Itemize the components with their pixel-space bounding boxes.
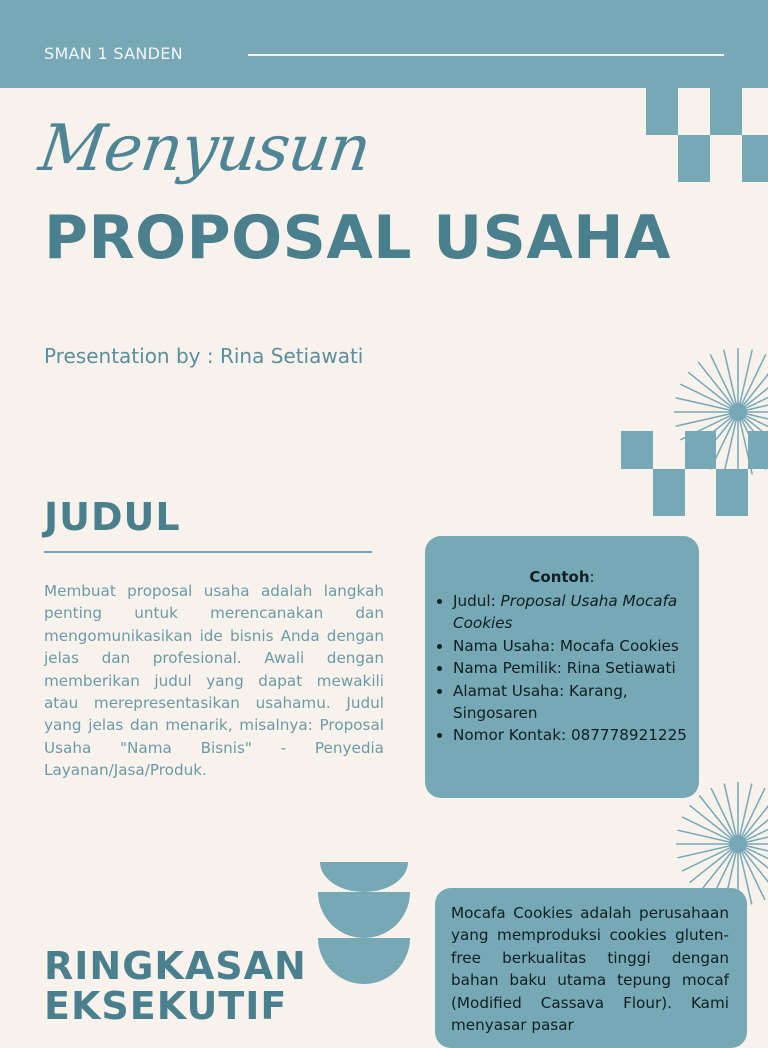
list-item: • Nama Pemilik: Rina Setiawati — [453, 657, 705, 679]
list-item: • Nomor Kontak: 087778921225 — [453, 724, 705, 746]
checker-square — [678, 135, 710, 182]
half-circle-decoration — [316, 860, 412, 986]
checker-square — [742, 135, 768, 182]
contoh-card — [425, 536, 699, 798]
checker-square — [710, 88, 742, 135]
section-heading-ringkasan — [44, 946, 307, 1026]
checker-square — [653, 469, 685, 516]
ringkasan-card — [435, 888, 747, 1048]
section-heading-judul: JUDUL — [44, 495, 181, 539]
ringkasan-paragraph: Mocafa Cookies adalah perusahaan yang memproduksi cookies gluten-free berkualitas tinggi dengan bahan baku utama tepung mocaf (Modified Cassava Flour). Kami menyasar pasar — [451, 904, 729, 1035]
checker-square — [646, 88, 678, 135]
heading-line: EKSEKUTIF — [44, 984, 288, 1028]
contoh-list — [437, 590, 705, 747]
contoh-title: Contoh: — [529, 568, 595, 586]
checker-square — [716, 469, 748, 516]
presenter-line: Presentation by : Rina Setiawati — [44, 344, 364, 368]
checker-square — [621, 431, 653, 469]
checker-square — [748, 431, 768, 469]
checker-square — [685, 431, 716, 469]
list-item: • Judul: Proposal Usaha Mocafa Cookies — [453, 590, 705, 635]
page-title: PROPOSAL USAHA — [44, 203, 671, 273]
list-item: • Nama Usaha: Mocafa Cookies — [453, 635, 705, 657]
list-item: • Alamat Usaha: Karang, Singosaren — [453, 680, 705, 725]
school-name: SMAN 1 SANDEN — [44, 44, 183, 63]
title-script: Menyusun — [34, 112, 375, 186]
heading-line: RINGKASAN — [44, 944, 307, 988]
header-divider — [248, 54, 724, 56]
judul-paragraph: Membuat proposal usaha adalah langkah penting untuk merencanakan dan mengomunikasikan ide bisnis Anda dengan jelas dan profesional. Awali dengan memberikan judul yang dapat mewakili atau merepresentasikan usahamu. Judul yang jelas dan menarik, misalnya: Proposal Usaha "Nama Bisnis" - Penyedia Layanan/Jasa/Produk. — [44, 582, 384, 780]
heading-underline — [44, 551, 372, 553]
